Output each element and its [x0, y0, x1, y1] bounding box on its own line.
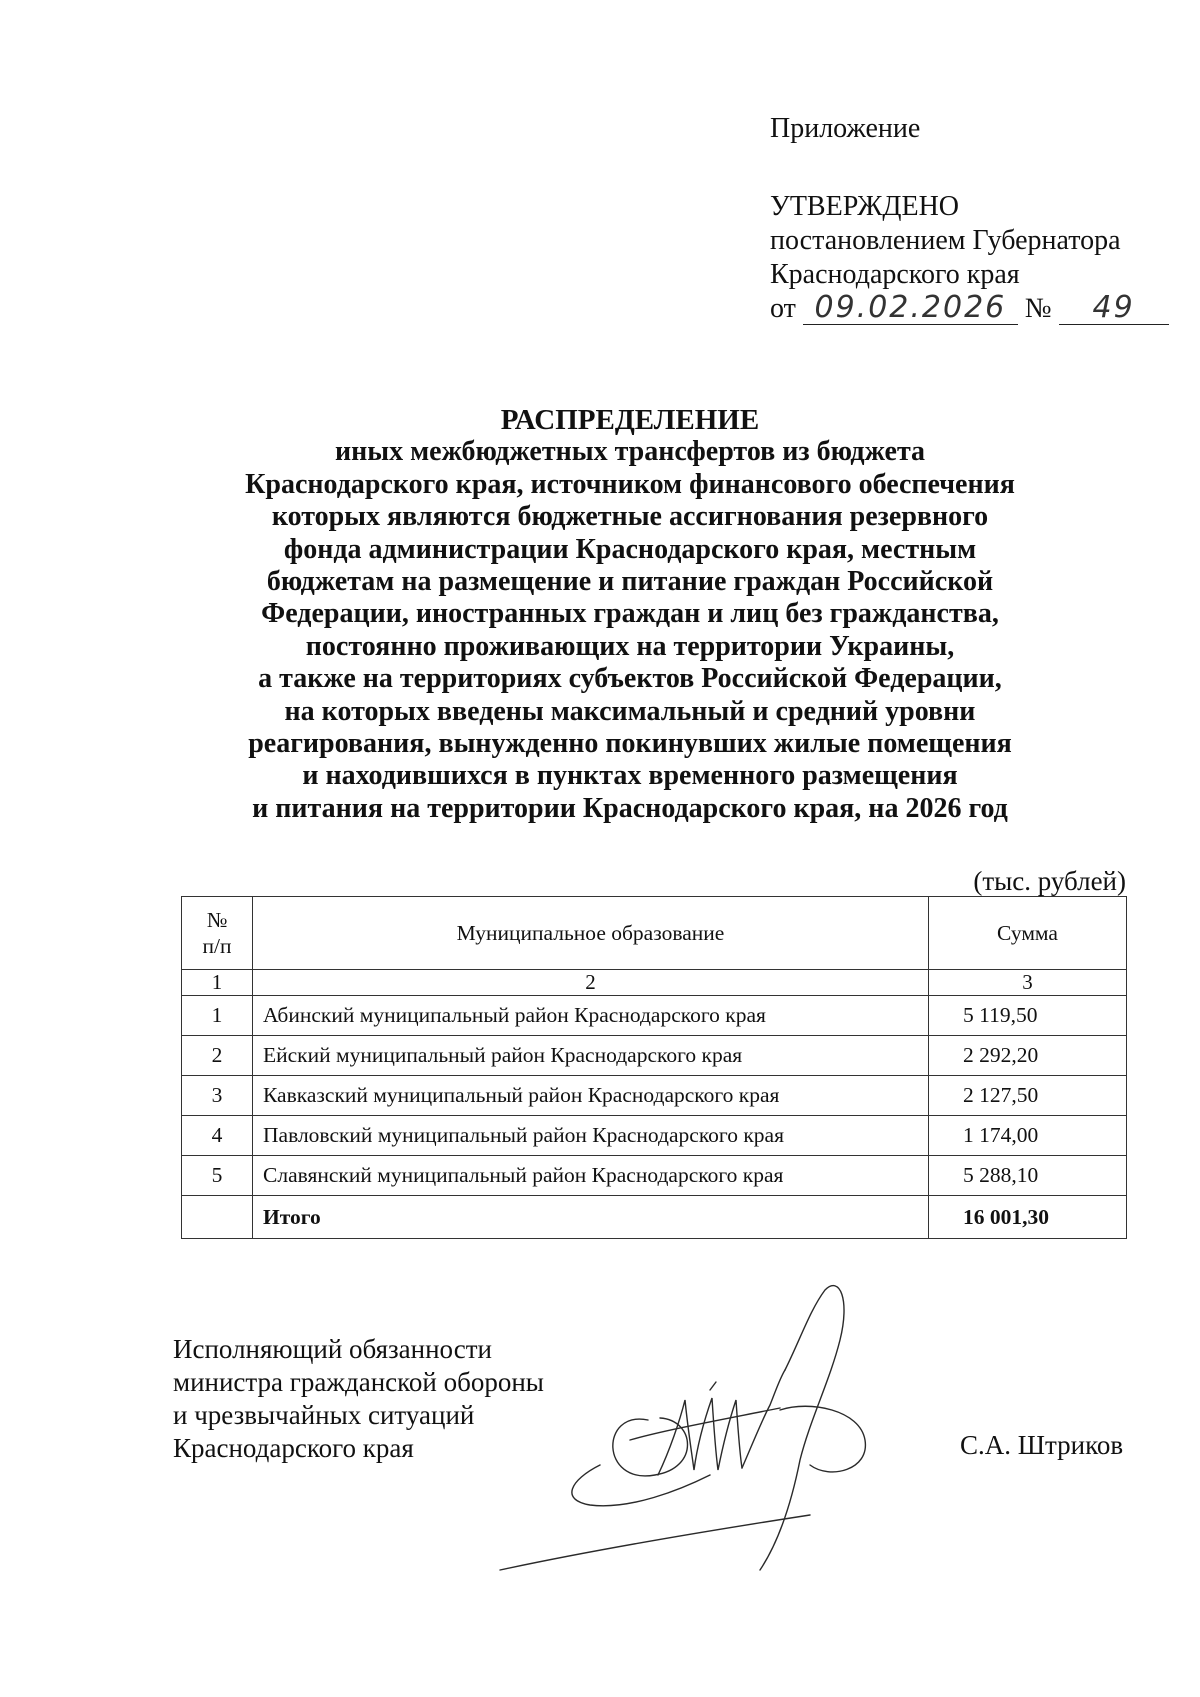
distribution-table [181, 896, 1127, 1239]
handwritten-number: 49 [1092, 290, 1135, 325]
total-row [182, 1196, 1127, 1239]
title-line: постоянно проживающих на территории Украины, [305, 630, 955, 662]
title-line: Краснодарского края, источником финансового обеспечения [245, 468, 1015, 500]
approved-by-line-2: Краснодарского края [770, 259, 1020, 290]
position-line: Краснодарского края [173, 1433, 414, 1463]
title-line: на которых введены максимальный и средний уровни [284, 695, 976, 727]
row-num: 2 [182, 1036, 253, 1076]
row-sum: 2 292,20 [929, 1036, 1127, 1076]
table-row [182, 996, 1127, 1036]
row-num: 5 [182, 1156, 253, 1196]
row-municipality: Славянский муниципальный район Краснодарского края [253, 1156, 929, 1196]
header-num: № п/п [182, 897, 253, 970]
total-empty-cell [182, 1196, 253, 1239]
column-numbers-row [182, 970, 1127, 996]
row-municipality: Кавказский муниципальный район Краснодарского края [253, 1076, 929, 1116]
row-municipality: Павловский муниципальный район Краснодарского края [253, 1116, 929, 1156]
title-line: Федерации, иностранных граждан и лиц без гражданства, [261, 598, 999, 630]
title-line: реагирования, вынужденно покинувших жилые помещения [248, 728, 1012, 760]
row-sum: 5 288,10 [929, 1156, 1127, 1196]
document-title [190, 404, 1070, 825]
col-number: 2 [253, 970, 929, 996]
date-number-line [770, 292, 1169, 326]
row-num: 4 [182, 1116, 253, 1156]
table-header-row [182, 897, 1127, 970]
title-line: и находившихся в пунктах временного размещения [302, 760, 958, 792]
title-line: иных межбюджетных трансфертов из бюджета [334, 436, 926, 468]
from-label: от [770, 293, 796, 324]
position-line: министра гражданской обороны [173, 1367, 544, 1397]
units-label: (тыс. рублей) [973, 866, 1126, 896]
title-line: фонда администрации Краснодарского края, местным [283, 533, 977, 565]
date-field [803, 290, 1018, 325]
table-row [182, 1036, 1127, 1076]
title-line: а также на территориях субъектов Российской Федерации, [258, 663, 1002, 695]
number-label: № [1024, 293, 1052, 324]
approval-header [770, 112, 1169, 326]
header-sum: Сумма [929, 897, 1127, 970]
title-line: которых являются бюджетные ассигнования резервного [271, 501, 989, 533]
col-number: 1 [182, 970, 253, 996]
table-row [182, 1076, 1127, 1116]
row-num: 3 [182, 1076, 253, 1116]
approved-label: УТВЕРЖДЕНО [770, 191, 960, 222]
row-municipality: Абинский муниципальный район Краснодарского края [253, 996, 929, 1036]
handwritten-signature [480, 1270, 920, 1610]
position-line: Исполняющий обязанности [173, 1334, 492, 1364]
col-number: 3 [929, 970, 1127, 996]
row-sum: 2 127,50 [929, 1076, 1127, 1116]
appendix-label: Приложение [770, 113, 921, 144]
row-sum: 1 174,00 [929, 1116, 1127, 1156]
total-sum: 16 001,30 [929, 1196, 1127, 1239]
approved-by-line-1: постановлением Губернатора [770, 225, 1121, 256]
row-sum: 5 119,50 [929, 996, 1127, 1036]
row-num: 1 [182, 996, 253, 1036]
header-municipality: Муниципальное образование [253, 897, 929, 970]
signatory-name: С.А. Штриков [960, 1430, 1124, 1460]
position-line: и чрезвычайных ситуаций [173, 1400, 475, 1430]
handwritten-date: 09.02.2026 [814, 290, 1007, 325]
title-line: и питания на территории Краснодарского края, на 2026 год [252, 792, 1008, 824]
title-line: бюджетам на размещение и питание граждан Российской [266, 566, 994, 598]
table-row [182, 1116, 1127, 1156]
table-row [182, 1156, 1127, 1196]
total-label: Итого [253, 1196, 929, 1239]
title-main: РАСПРЕДЕЛЕНИЕ [500, 404, 760, 436]
number-field [1059, 290, 1169, 325]
row-municipality: Ейский муниципальный район Краснодарского края [253, 1036, 929, 1076]
